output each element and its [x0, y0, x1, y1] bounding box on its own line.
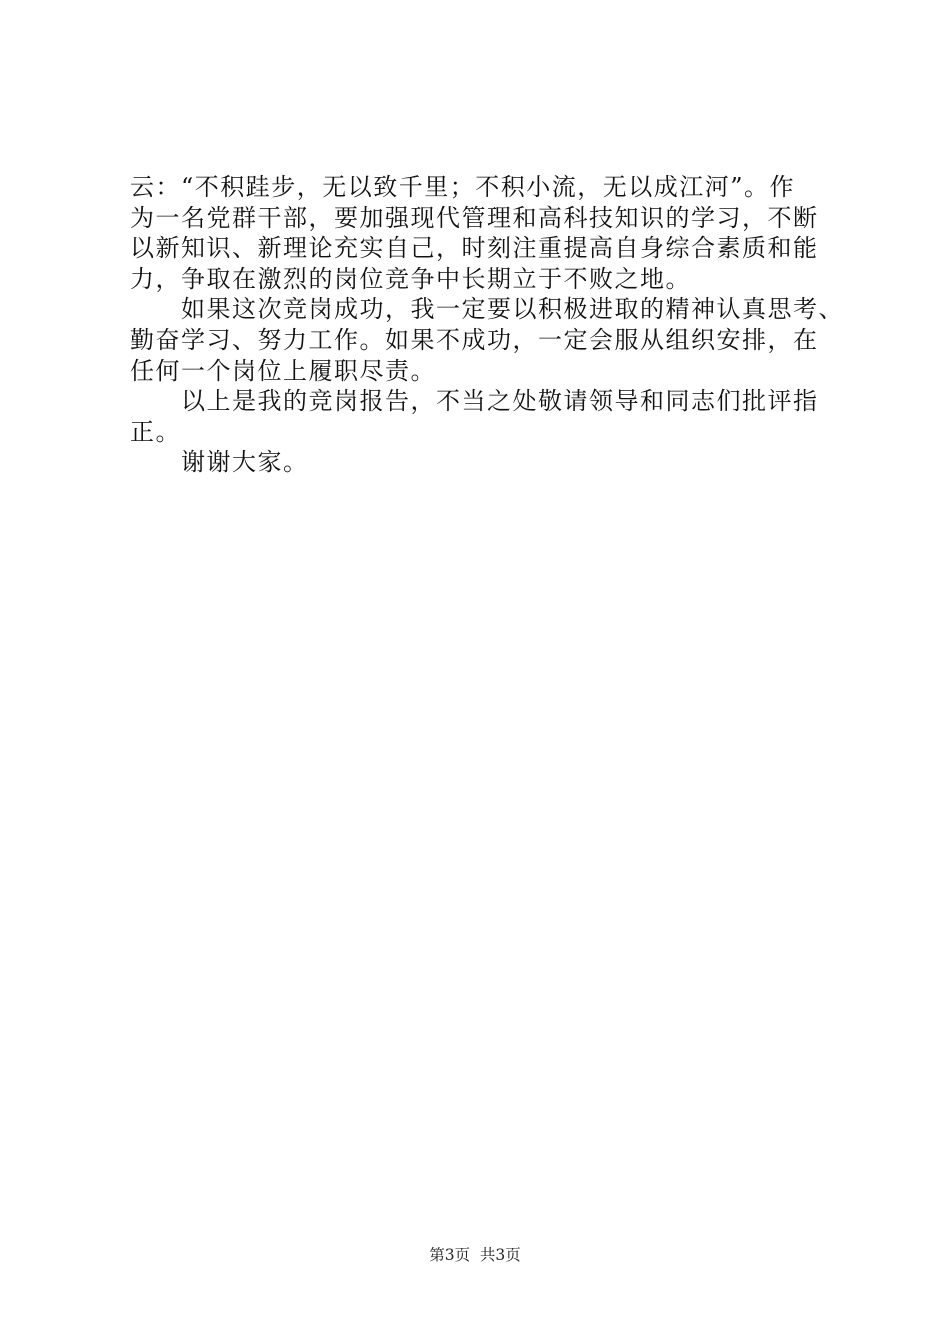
text-line: 谢谢大家。 — [130, 448, 309, 477]
page-number-footer: 第3页 共3页 — [429, 1246, 521, 1264]
text-line: 正。 — [130, 417, 181, 446]
text-line: 任何一个岗位上履职尽责。 — [130, 356, 436, 385]
text-line: 以新知识、新理论充实自己，时刻注重提高自身综合素质和能 — [130, 234, 819, 263]
text-line: 如果这次竞岗成功，我一定要以积极进取的精神认真思考、 — [130, 295, 844, 324]
text-line: 云：“不积跬步，无以致千里；不积小流，无以成江河”。作 — [130, 173, 796, 201]
text-line: 力，争取在激烈的岗位竞争中长期立于不败之地。 — [130, 264, 691, 293]
text-line: 勤奋学习、努力工作。如果不成功，一定会服从组织安排，在 — [130, 325, 819, 354]
body-text — [130, 172, 844, 478]
text-line: 为一名党群干部，要加强现代管理和高科技知识的学习，不断 — [130, 203, 819, 232]
text-line: 以上是我的竞岗报告，不当之处敬请领导和同志们批评指 — [130, 387, 819, 416]
